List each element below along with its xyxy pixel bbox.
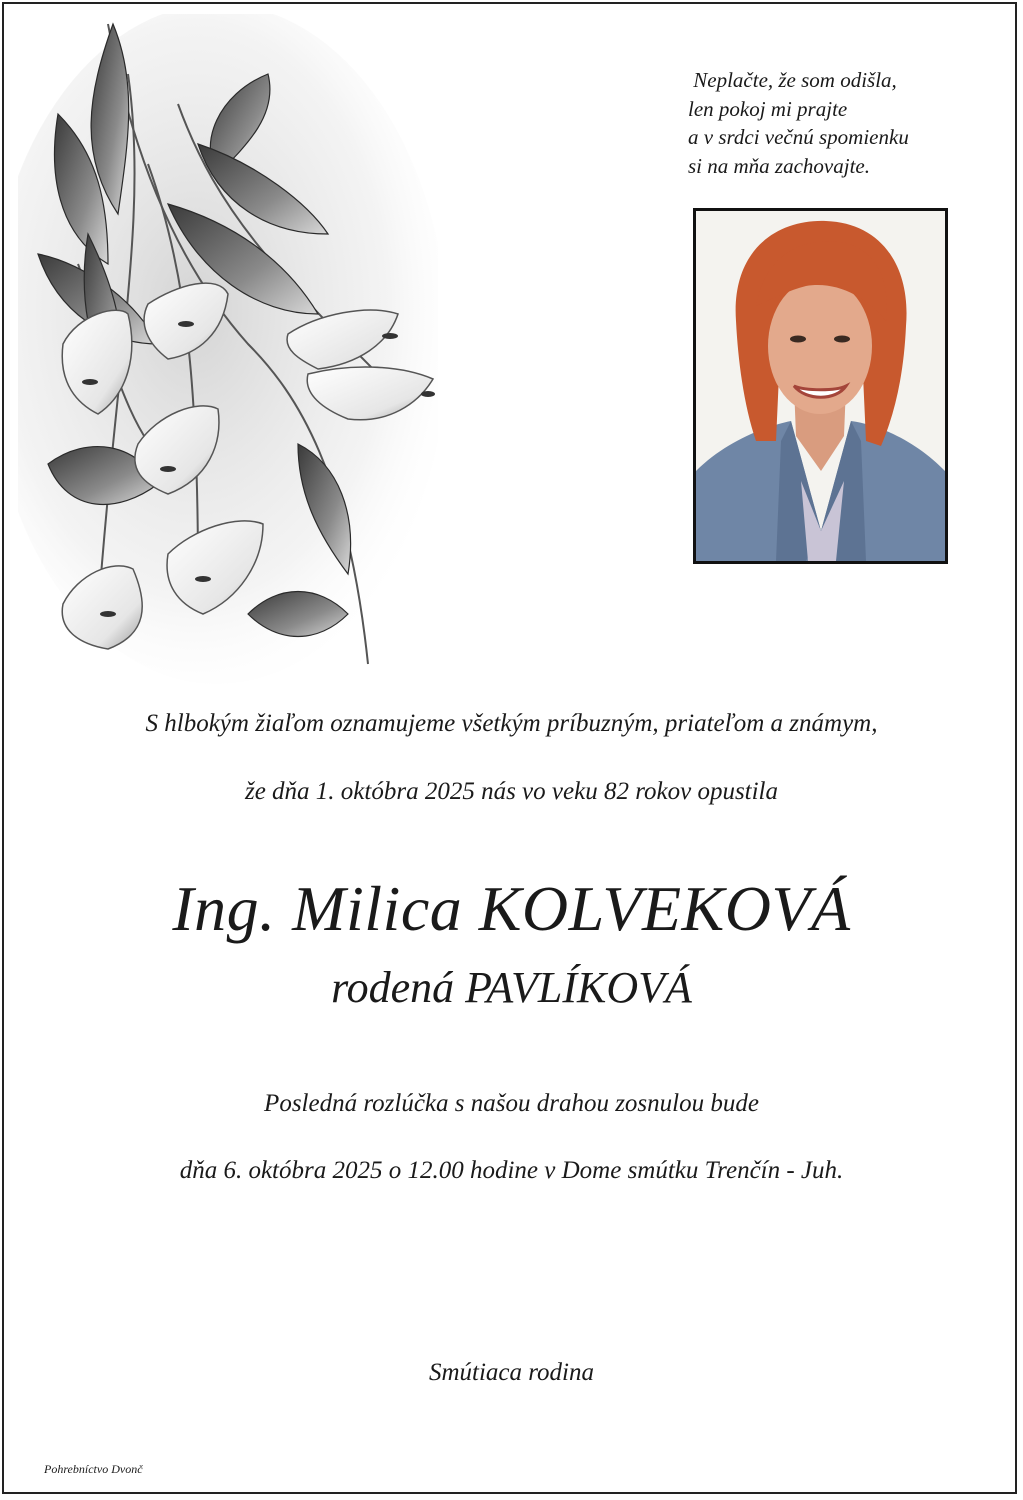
poem-line: si na mňa zachovajte.	[688, 153, 870, 178]
poem-line: Neplačte, že som odišla,	[688, 68, 897, 92]
funeral-line-1: Posledná rozlúčka s našou drahou zosnulou bude	[264, 1090, 759, 1117]
memorial-poem	[688, 66, 909, 180]
funeral-line-2: dňa 6. októbra 2025 o 12.00 hodine v Dome smútku Trenčín - Juh.	[179, 1157, 844, 1184]
poem-line: len pokoj mi prajte	[688, 96, 848, 121]
deceased-name: Ing. Milica KOLVEKOVÁ	[172, 873, 851, 944]
lily-illustration	[18, 14, 438, 694]
maiden-name: rodená PAVLÍKOVÁ	[331, 963, 692, 1012]
mourning-family-signature: Smútiaca rodina	[428, 1359, 595, 1386]
funeral-home-credit: Pohrebníctvo Dvonč	[44, 1462, 143, 1476]
obituary-card	[2, 2, 1017, 1494]
announcement-line-2: že dňa 1. októbra 2025 nás vo veku 82 rokov opustila	[244, 778, 779, 805]
poem-line: a v srdci večnú spomienku	[688, 125, 909, 149]
announcement-line-1: S hlbokým žiaľom oznamujeme všetkým príbuzným, priateľom a známym,	[145, 710, 878, 737]
portrait-photo	[693, 208, 948, 564]
